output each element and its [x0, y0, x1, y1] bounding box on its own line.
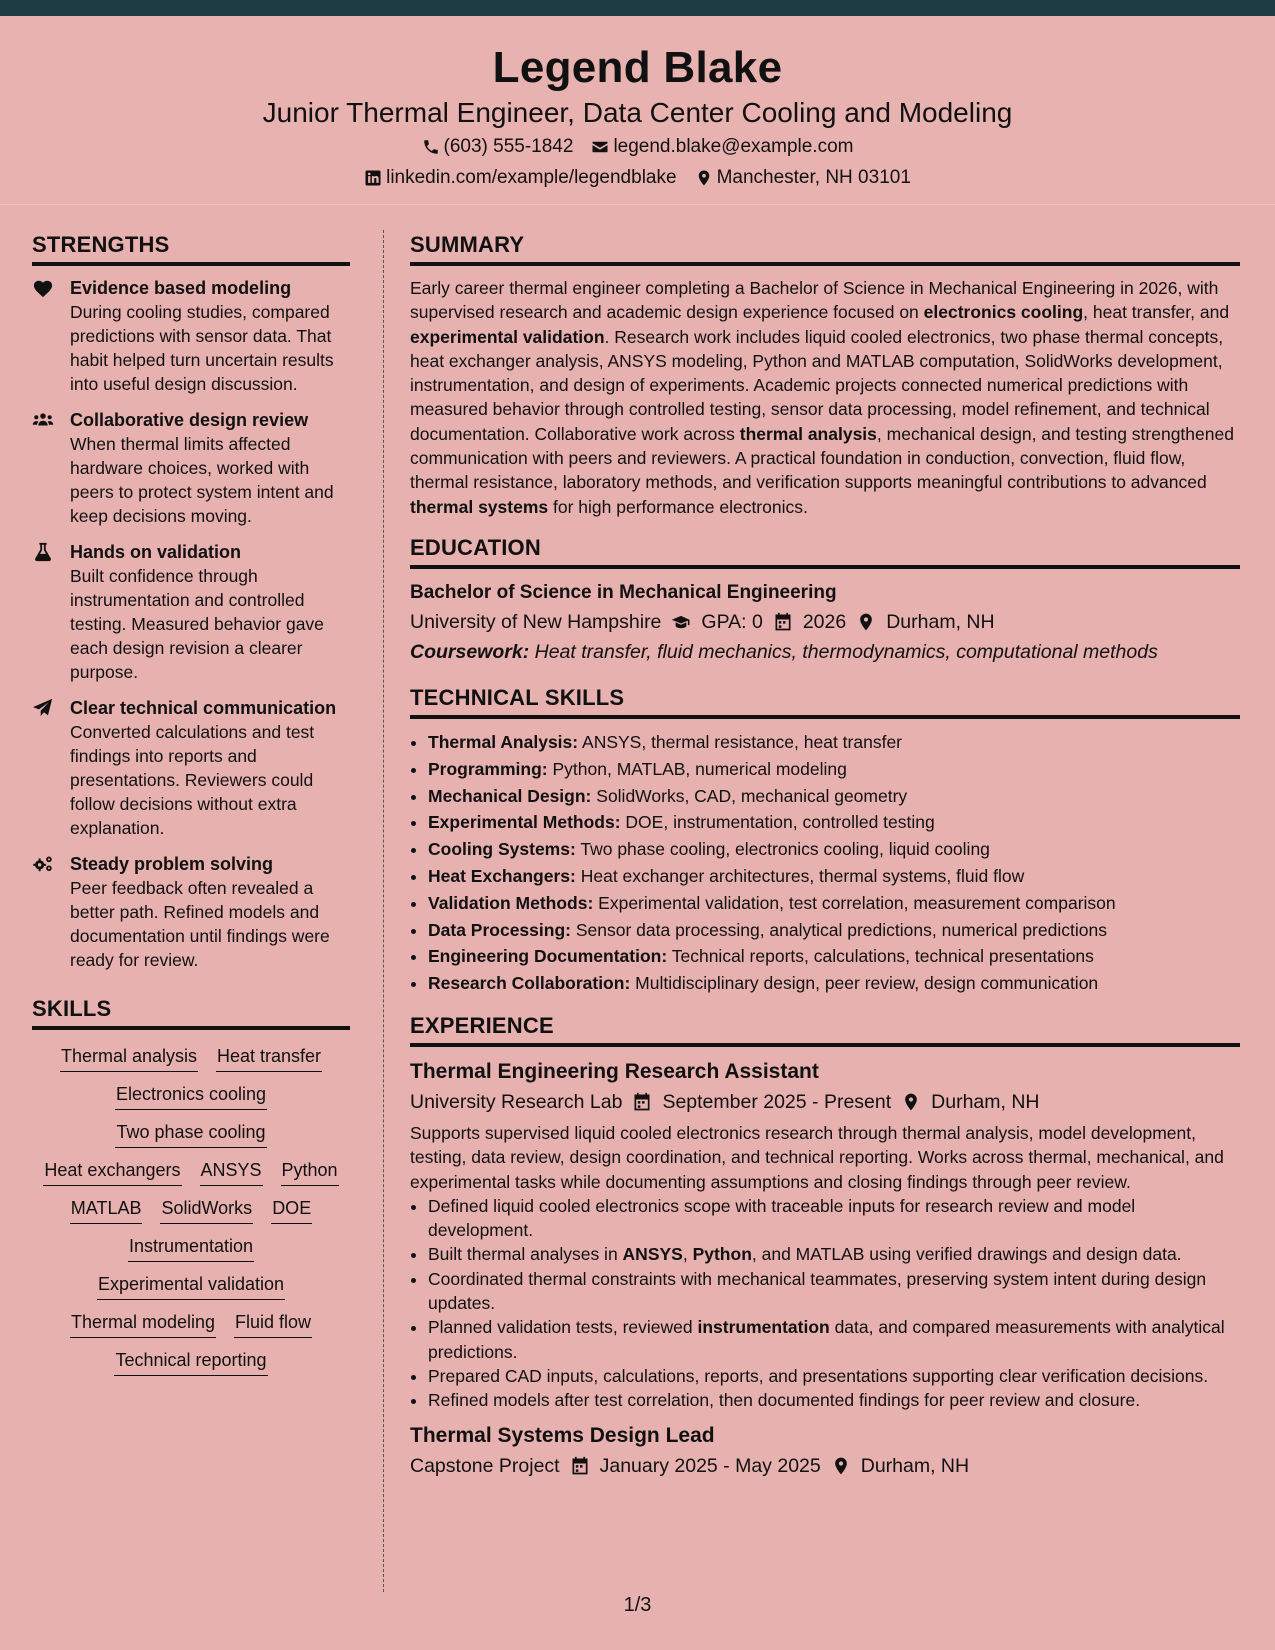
tech-skill-item [428, 943, 1240, 970]
tech-skill-item [428, 970, 1240, 997]
tech-skill-value: Multidisciplinary design, peer review, design communication [635, 973, 1099, 994]
tech-skill-item [428, 863, 1240, 890]
tech-skill-value: ANSYS, thermal resistance, heat transfer [582, 731, 903, 752]
resume-header [0, 16, 1275, 205]
tech-skill-value: Technical reports, calculations, technical presentations [671, 946, 1094, 967]
summary-segment: Early career thermal engineer completing a Bachelor of Science in Mechanical Engineering in 2026, with supervised research and academic design experience focused on [410, 278, 1219, 323]
strength-item [32, 540, 350, 684]
skill-chip: ANSYS [200, 1158, 263, 1186]
strengths-heading: STRENGTHS [32, 230, 350, 266]
summary-heading: SUMMARY [410, 230, 1240, 266]
users-icon [32, 410, 54, 430]
tech-skill-item [428, 809, 1240, 836]
strength-desc: Peer feedback often revealed a better path. Refined models and documentation until findings were ready for review. [70, 878, 330, 970]
job-meta [410, 1087, 1240, 1117]
strength-item [32, 408, 350, 528]
envelope-icon [591, 138, 609, 156]
job-bullet: • Coordinated thermal constraints with mechanical teammates, preserving system intent during design updates. [428, 1267, 1240, 1316]
candidate-title: Junior Thermal Engineer, Data Center Cooling and Modeling [262, 97, 1013, 128]
skill-chip: SolidWorks [160, 1196, 253, 1224]
location-text: Manchester, NH 03101 [716, 167, 911, 188]
job-org: Capstone Project [410, 1454, 560, 1477]
calendar-icon [773, 612, 793, 632]
bullet-text: , and MATLAB using verified drawings and design data. [751, 1244, 1182, 1265]
strength-desc: During cooling studies, compared predictions with sensor data. That habit helped turn uncertain results into useful design discussion. [70, 302, 334, 394]
skill-chip: Heat exchangers [43, 1158, 181, 1186]
skill-chip: Thermal modeling [70, 1310, 216, 1338]
job-bullet [428, 1315, 1240, 1364]
technical-skills-heading: TECHNICAL SKILLS [410, 683, 1240, 719]
education-meta [410, 607, 1240, 637]
bullet-text: , [682, 1244, 693, 1265]
summary-segment: , heat transfer, and [1083, 302, 1230, 323]
education-heading: EDUCATION [410, 533, 1240, 569]
job-summary: Supports supervised liquid cooled electronics research through thermal analysis, model development, testing, data review, design coordination, and technical reporting. Works across thermal, mechanical, and experimental tasks while documenting assumptions and closing findings through peer review. [410, 1122, 1224, 1192]
skill-chip: Electronics cooling [115, 1082, 267, 1110]
job-bullet [428, 1242, 1240, 1266]
summary-emphasis: thermal analysis [739, 423, 877, 444]
skill-chip: Thermal analysis [60, 1044, 198, 1072]
job-dates: September 2025 - Present [662, 1090, 892, 1113]
map-pin-icon [856, 612, 876, 632]
contact-row-2 [0, 164, 1275, 192]
strength-title: Hands on validation [70, 542, 242, 562]
skill-chip: MATLAB [70, 1196, 143, 1224]
email-text[interactable]: legend.blake@example.com [613, 136, 854, 157]
flask-icon [32, 542, 54, 562]
strength-item [32, 852, 350, 972]
map-pin-icon [831, 1456, 851, 1476]
strength-title: Collaborative design review [70, 410, 309, 430]
phone-icon [422, 138, 440, 156]
strength-desc: Converted calculations and test findings into reports and presentations. Reviewers could follow decisions without extra explanation. [70, 722, 315, 838]
tech-skill-label: Research Collaboration: [428, 973, 631, 994]
job-meta [410, 1451, 1240, 1481]
skill-chip: Heat transfer [216, 1044, 322, 1072]
bullet-emphasis: Python [692, 1244, 752, 1265]
strength-title: Evidence based modeling [70, 278, 292, 298]
coursework-label: Coursework: [410, 640, 530, 663]
summary-emphasis: thermal systems [410, 496, 549, 517]
heart-icon [32, 278, 54, 298]
left-column [32, 230, 350, 1380]
school: University of New Hampshire [410, 610, 662, 633]
strength-title: Clear technical communication [70, 698, 337, 718]
skill-chip: DOE [271, 1196, 312, 1224]
job-bullet: • Refined models after test correlation, then documented findings for peer review and closure. [428, 1388, 1240, 1412]
tech-skill-item [428, 756, 1240, 783]
tech-skill-label: Programming: [428, 758, 548, 779]
tech-skill-item [428, 890, 1240, 917]
email[interactable] [591, 133, 853, 161]
tech-skill-label: Validation Methods: [428, 892, 594, 913]
paper-plane-icon [32, 698, 54, 718]
strength-item [32, 276, 350, 396]
column-divider [383, 230, 384, 1592]
top-accent-bar [0, 0, 1275, 16]
bullet-emphasis: ANSYS [622, 1244, 683, 1265]
tech-skill-item [428, 917, 1240, 944]
job-location: Durham, NH [860, 1454, 970, 1477]
contact-row-1 [0, 133, 1275, 161]
tech-skill-value: Sensor data processing, analytical predictions, numerical predictions [575, 919, 1107, 940]
skills-heading: SKILLS [32, 994, 350, 1030]
coursework [410, 637, 1240, 667]
graduation-cap-icon [671, 612, 691, 632]
map-pin-icon [901, 1092, 921, 1112]
strength-desc: Built confidence through instrumentation and controlled testing. Measured behavior gave each design revision a clearer purpose. [70, 566, 324, 682]
linkedin-text[interactable]: linkedin.com/example/legendblake [386, 167, 677, 188]
coursework-text: Heat transfer, fluid mechanics, thermodynamics, computational methods [534, 640, 1158, 663]
tech-skill-value: Experimental validation, test correlation, measurement comparison [598, 892, 1116, 913]
calendar-icon [632, 1092, 652, 1112]
skills-list [32, 1040, 350, 1380]
summary-segment: , mechanical design, and testing strengthened communication with peers and reviewers. A practical foundation in conduction, convection, fluid flow, thermal resistance, laboratory methods, and verification supports meaningful contributions to advanced [410, 423, 1234, 493]
job-org: University Research Lab [410, 1090, 623, 1113]
job-dates: January 2025 - May 2025 [599, 1454, 821, 1477]
candidate-name: Legend Blake [492, 43, 783, 92]
tech-skill-value: Two phase cooling, electronics cooling, liquid cooling [580, 839, 990, 860]
tech-skill-label: Mechanical Design: [428, 785, 592, 806]
summary-segment: . Research work includes liquid cooled electronics, two phase thermal concepts, heat exchanger analysis, ANSYS modeling, Python and MATLAB computation, SolidWorks development, instrumentation, and design of experiments. Academic projects connected numerical predictions with measured behavior through controlled testing, sensor data processing, model refinement, and technical documentation. Collaborative work across [410, 326, 1224, 444]
skill-chip: Experimental validation [97, 1272, 285, 1300]
linkedin-icon [364, 169, 382, 187]
tech-skill-label: Experimental Methods: [428, 812, 621, 833]
tech-skill-label: Data Processing: [428, 919, 571, 940]
strength-title: Steady problem solving [70, 854, 274, 874]
tech-skill-label: Heat Exchangers: [428, 865, 576, 886]
skill-chip: Instrumentation [128, 1234, 254, 1262]
gpa: GPA: 0 [701, 610, 763, 633]
job-title: Thermal Systems Design Lead [410, 1423, 715, 1447]
phone-text: (603) 555-1842 [443, 136, 574, 157]
tech-skill-item [428, 836, 1240, 863]
gears-icon [32, 854, 54, 874]
strength-desc: When thermal limits affected hardware choices, worked with peers to protect system intent and keep decisions moving. [70, 434, 334, 526]
skill-chip: Two phase cooling [115, 1120, 266, 1148]
summary-text [410, 276, 1240, 519]
bullet-text: Planned validation tests, reviewed [428, 1317, 698, 1338]
right-column [410, 230, 1240, 1481]
job-bullets [410, 1194, 1240, 1413]
page-number: 1/3 [623, 1594, 652, 1616]
skill-chip: Technical reporting [114, 1348, 267, 1376]
skill-chip: Python [281, 1158, 339, 1186]
tech-skill-value: SolidWorks, CAD, mechanical geometry [596, 785, 908, 806]
linkedin[interactable] [364, 164, 676, 192]
phone [422, 133, 574, 161]
school-location: Durham, NH [886, 610, 995, 633]
bullet-text: Built thermal analyses in [428, 1244, 623, 1265]
grad-year: 2026 [802, 610, 847, 633]
job-location: Durham, NH [931, 1090, 1040, 1113]
tech-skill-item [428, 729, 1240, 756]
tech-skill-label: Thermal Analysis: [428, 731, 579, 752]
strength-item [32, 696, 350, 840]
location [695, 164, 911, 192]
technical-skills-list [410, 729, 1240, 997]
summary-emphasis: electronics cooling [923, 302, 1084, 323]
job-title: Thermal Engineering Research Assistant [410, 1059, 819, 1083]
calendar-icon [570, 1456, 590, 1476]
bullet-text: data, and compared measurements with analytical predictions. [428, 1317, 1225, 1362]
map-pin-icon [695, 169, 713, 187]
tech-skill-value: Python, MATLAB, numerical modeling [552, 758, 847, 779]
degree: Bachelor of Science in Mechanical Engineering [410, 581, 837, 603]
skill-chip: Fluid flow [234, 1310, 312, 1338]
tech-skill-item [428, 783, 1240, 810]
tech-skill-value: Heat exchanger architectures, thermal systems, fluid flow [580, 865, 1025, 886]
tech-skill-value: DOE, instrumentation, controlled testing [625, 812, 935, 833]
summary-segment: for high performance electronics. [548, 496, 808, 517]
job-bullet: • Prepared CAD inputs, calculations, reports, and presentations supporting clear verification decisions. [428, 1364, 1240, 1388]
tech-skill-label: Engineering Documentation: [428, 946, 668, 967]
job-bullet: • Defined liquid cooled electronics scope with traceable inputs for research review and model development. [428, 1194, 1240, 1243]
summary-emphasis: experimental validation [410, 326, 605, 347]
experience-heading: EXPERIENCE [410, 1011, 1240, 1047]
tech-skill-label: Cooling Systems: [428, 839, 576, 860]
bullet-emphasis: instrumentation [697, 1317, 830, 1338]
